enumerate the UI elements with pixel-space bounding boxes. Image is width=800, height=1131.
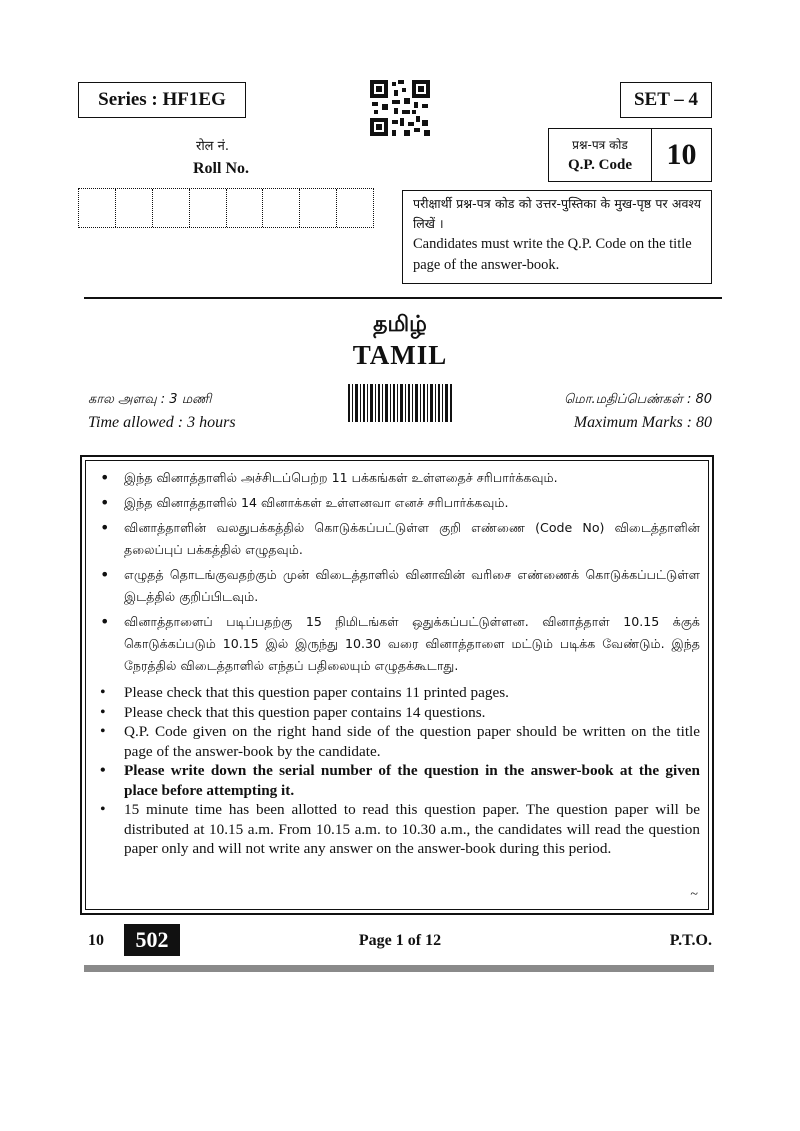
box-end-mark: ~ bbox=[690, 887, 698, 902]
time-allowed-tamil: கால அளவு : 3 மணி bbox=[88, 392, 212, 407]
qp-code-value: 10 bbox=[666, 138, 697, 171]
pto-label: P.T.O. bbox=[669, 932, 712, 949]
candidate-note-english: Candidates must write the Q.P. Code on the title page of the answer-book. bbox=[413, 236, 692, 273]
max-marks-tamil: மொ.மதிப்பெண்கள் : 80 bbox=[564, 392, 712, 407]
list-item: • 15 minute time has been allotted to read this question paper. The question paper will be distributed at 10.15 a.m. From 10.15 a.m. to 10.30 a.m., the candidates will read the question paper only and will not write any answer on the answer-book during this period. bbox=[94, 800, 700, 859]
instructions-english-list bbox=[94, 683, 700, 859]
roll-digit-box[interactable] bbox=[190, 189, 227, 227]
roll-digit-box[interactable] bbox=[227, 189, 264, 227]
subject-title-tamil: தமிழ் bbox=[373, 312, 427, 337]
candidate-note-box bbox=[402, 190, 712, 284]
roll-digit-box[interactable] bbox=[79, 189, 116, 227]
list-item: • வினாத்தாளைப் படிப்பதற்கு 15 நிமிடங்கள் ஒதுக்கப்பட்டுள்ளன. வினாத்தாள் 10.15 க்குக் கொடுக்கப்படும் 10.15 இல் இருந்து 10.30 வரை வினாத்தாளை மட்டும் படிக்க வேண்டும். இந்த நேரத்தில் விடைத்தாளில் எந்தப் பதிலையும் எழுதக்கூடாது. bbox=[94, 611, 700, 677]
roll-label: Roll No. bbox=[193, 160, 249, 177]
list-item: • வினாத்தாளின் வலதுபக்கத்தில் கொடுக்கப்பட்டுள்ள குறி எண்ணை (Code No) விடைத்தாளின் தலைப்புப் பக்கத்தில் எழுதவும். bbox=[94, 517, 700, 561]
list-item: • Q.P. Code given on the right hand side of the question paper should be written on the title page of the answer-book by the candidate. bbox=[94, 722, 700, 761]
footer-code: 10 bbox=[88, 932, 104, 949]
barcode-icon bbox=[348, 384, 452, 422]
list-item: • இந்த வினாத்தாளில் அச்சிடப்பெற்ற 11 பக்கங்கள் உள்ளதைச் சரிபார்க்கவும். bbox=[94, 467, 700, 489]
qp-code-box bbox=[548, 128, 712, 182]
roll-digit-box[interactable] bbox=[153, 189, 190, 227]
footer-paper-code-badge: 502 bbox=[124, 924, 180, 956]
list-item: • எழுதத் தொடங்குவதற்கும் முன் விடைத்தாளில் வினாவின் வரிசை எண்ணைக் கொடுக்கப்பட்டுள்ள இடத்தில் குறிப்பிடவும். bbox=[94, 564, 700, 608]
qr-code-icon bbox=[370, 80, 430, 136]
roll-digit-box[interactable] bbox=[116, 189, 153, 227]
list-item: • இந்த வினாத்தாளில் 14 வினாக்கள் உள்ளனவா எனச் சரிபார்க்கவும். bbox=[94, 492, 700, 514]
general-instructions-box bbox=[80, 455, 714, 915]
footer-bar bbox=[84, 965, 714, 972]
subject-title: TAMIL bbox=[352, 340, 448, 370]
qp-code-label: Q.P. Code bbox=[567, 157, 633, 173]
list-item: • Please write down the serial number of the question in the answer-book at the given place before attempting it. bbox=[94, 761, 700, 800]
max-marks: Maximum Marks : 80 bbox=[573, 414, 712, 431]
roll-digit-box[interactable] bbox=[300, 189, 337, 227]
header-divider bbox=[84, 297, 722, 299]
series-label: Series : HF1EG bbox=[78, 82, 246, 118]
roll-digit-box[interactable] bbox=[263, 189, 300, 227]
roll-digit-box[interactable] bbox=[337, 189, 373, 227]
roll-label-hindi: रोल नं. bbox=[196, 139, 229, 154]
candidate-note-hindi: परीक्षार्थी प्रश्न-पत्र कोड को उत्तर-पुस्तिका के मुख-पृष्ठ पर अवश्य लिखें । bbox=[413, 196, 701, 231]
list-item: • Please check that this question paper contains 11 printed pages. bbox=[94, 683, 700, 703]
set-label: SET – 4 bbox=[620, 82, 712, 118]
list-item: • Please check that this question paper contains 14 questions. bbox=[94, 703, 700, 723]
qp-code-label-hindi: प्रश्न-पत्र कोड bbox=[572, 138, 628, 152]
time-allowed: Time allowed : 3 hours bbox=[88, 414, 236, 431]
roll-number-boxes[interactable] bbox=[78, 188, 374, 228]
page-number: Page 1 of 12 bbox=[358, 932, 442, 949]
instructions-tamil-list bbox=[94, 467, 700, 677]
